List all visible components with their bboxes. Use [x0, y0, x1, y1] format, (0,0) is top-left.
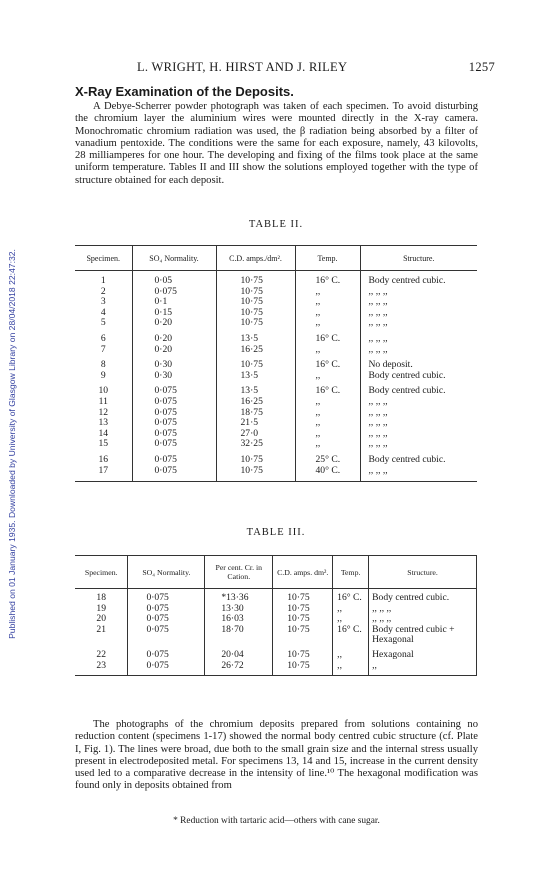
table-row	[75, 429, 477, 440]
table-cell-cd: 21·5	[216, 418, 295, 429]
table-cell-spec	[75, 635, 128, 646]
table-cell-cd: 10·75	[216, 276, 295, 287]
table-cell-struct: ,, ,, ,,	[368, 406, 388, 418]
spacer-cell	[128, 671, 205, 676]
table-cell-struct: Body centred cubic.	[368, 453, 446, 465]
table-cell-norm: 0·075	[132, 408, 216, 419]
table-cell-norm: 0·20	[132, 334, 216, 345]
table-cell-spec: 11	[75, 397, 132, 408]
table-cell-cd	[273, 635, 333, 646]
table-cell-temp: ,,	[295, 371, 360, 382]
table-cell-cd: 10·75	[273, 604, 333, 615]
table-cell-struct: Body centred cubic.	[369, 593, 477, 604]
table-cell-spec: 3	[75, 297, 132, 308]
table-cell-cd: 10·75	[216, 455, 295, 466]
table-row	[75, 455, 477, 466]
table-cell-temp: ,,	[333, 614, 369, 625]
table-cell-temp: 40° C.	[295, 466, 360, 477]
table-row	[75, 650, 477, 661]
table-cell-norm: 0·075	[128, 650, 205, 661]
spacer-cell	[360, 476, 477, 482]
table-cell-spec: 10	[75, 386, 132, 397]
table-cell-temp: ,,	[295, 408, 360, 419]
table-cell-struct: No deposit.	[368, 359, 413, 371]
table3-body	[75, 589, 477, 676]
table-cell-cd: 10·75	[273, 625, 333, 636]
table-cell-norm: 0·20	[132, 318, 216, 329]
spacer-cell	[75, 671, 128, 676]
table-row	[75, 661, 477, 672]
table-row	[75, 418, 477, 429]
table-cell-temp: ,,	[295, 297, 360, 308]
table2-header: C.D. amps./dm².	[216, 246, 295, 271]
paragraph-intro-text: A Debye-Scherrer powder photograph was taken of each specimen. To avoid disturbing the chromium layer the aluminium wires were mounted directly in the X-ray camera. Monochromatic chromium radiation was used, the β radiation being absorbed by a filter of vanadium pentoxide. The conditions were the same for each exposure, namely, 43 kilovolts, 28 milliamperes for one hour. The developing and fixing of the films took place at the same uniform temperature. Tables II and III show the solutions employed together with the type of structure obtained for each deposit.	[75, 101, 478, 186]
paragraph-discussion-text: The photographs of the chromium deposits prepared from solutions containing no reduction content (specimens 1-17) showed the normal body centred cubic structure (cf. Plate I, Fig. 1). The lines were broad, due both to the small grain size and the internal stress usually present in electrodeposited metal. For specimens 13, 14 and 15, increase in the current density used led to a comparative decrease in the intensity of line.¹⁰ The hexagonal modification was found only in deposits obtained from	[75, 719, 478, 792]
table-cell-norm: 0·1	[132, 297, 216, 308]
table3-header: Structure.	[369, 556, 477, 589]
table-cell-norm: 0·075	[132, 466, 216, 477]
table-row	[75, 635, 477, 646]
table-cell-spec: 13	[75, 418, 132, 429]
table-cell-cd: 10·75	[216, 287, 295, 298]
table-cell-struct: ,, ,, ,,	[368, 438, 388, 450]
table-cell-temp	[333, 635, 369, 646]
table-cell-struct: ,, ,, ,,	[368, 395, 388, 407]
paragraph-intro	[75, 101, 478, 187]
table2-header: Specimen.	[75, 246, 132, 271]
table-cell-cd: 32·25	[216, 439, 295, 450]
table2-header: Structure.	[360, 246, 477, 271]
table-cell-struct: ,, ,, ,,	[368, 464, 388, 476]
spacer-cell	[273, 671, 333, 676]
table-cell-cd: 10·75	[273, 593, 333, 604]
table-row	[75, 308, 477, 319]
table-cell-norm: 0·075	[132, 455, 216, 466]
table-cell-spec: 20	[75, 614, 128, 625]
table3-header: Specimen.	[75, 556, 128, 589]
table-cell-spec: 7	[75, 345, 132, 356]
table-cell-cd: 10·75	[216, 360, 295, 371]
table-row	[75, 625, 477, 636]
table-cell-struct: Hexagonal	[369, 635, 477, 646]
table-cell-struct: ,,	[369, 661, 477, 672]
table-cell-norm: 0·30	[132, 360, 216, 371]
table-cell-temp: 16° C.	[295, 276, 360, 287]
table-cell-norm: 0·30	[132, 371, 216, 382]
spacer-cell	[369, 671, 477, 676]
table-cell-temp: ,,	[333, 650, 369, 661]
table-cell-norm: 0·075	[132, 386, 216, 397]
table-cell-norm: 0·075	[132, 418, 216, 429]
table-cell-temp: ,,	[295, 345, 360, 356]
table-cell-temp: ,,	[333, 661, 369, 672]
table-cell-cd: 10·75	[273, 650, 333, 661]
table-cell-struct: ,, ,, ,,	[369, 604, 477, 615]
table3-header: SO₄ Normality.	[128, 556, 205, 589]
table-cell-temp: ,,	[295, 318, 360, 329]
table-cell-cd: 13·5	[216, 334, 295, 345]
table-row	[75, 318, 477, 329]
table-row	[75, 334, 477, 345]
spacer-cell	[333, 671, 369, 676]
table3-header: C.D. amps. dm².	[273, 556, 333, 589]
table-cell-temp: ,,	[295, 439, 360, 450]
table-cell-pct: 13·30	[205, 604, 273, 615]
table-cell-spec: 14	[75, 429, 132, 440]
table-cell-cd: 10·75	[216, 318, 295, 329]
table-cell-norm	[128, 635, 205, 646]
table-cell-spec: 12	[75, 408, 132, 419]
table-cell-cd: 16·25	[216, 345, 295, 356]
table-cell-temp: ,,	[295, 418, 360, 429]
table-cell-struct: ,, ,, ,,	[368, 417, 388, 429]
table-cell-cd: 27·0	[216, 429, 295, 440]
table-row	[75, 287, 477, 298]
table-cell-pct: 18·70	[205, 625, 273, 636]
table-cell-spec: 1	[75, 276, 132, 287]
table3-header: Temp.	[333, 556, 369, 589]
spacer-cell	[295, 476, 360, 482]
table-cell-norm: 0·075	[132, 397, 216, 408]
table-cell-struct: Body centred cubic.	[368, 275, 446, 286]
table-cell-temp: ,,	[295, 308, 360, 319]
page-number: 1257	[468, 60, 495, 74]
table-cell-temp: 16° C.	[333, 593, 369, 604]
table-cell-spec: 17	[75, 466, 132, 477]
table-cell-temp: 25° C.	[295, 455, 360, 466]
table-cell-spec: 18	[75, 593, 128, 604]
table-cell-spec: 8	[75, 360, 132, 371]
table-cell-spec: 22	[75, 650, 128, 661]
table-cell-norm: 0·075	[132, 287, 216, 298]
table3-header: Per cent. Cr. in Cation.	[205, 556, 273, 589]
table-cell-struct: Body centred cubic +	[369, 625, 477, 636]
table2-header-row	[75, 246, 477, 271]
table-cell-norm: 0·075	[128, 604, 205, 615]
table-cell-cd: 18·75	[216, 408, 295, 419]
table-cell-temp: ,,	[333, 604, 369, 615]
header-authors: L. WRIGHT, H. HIRST AND J. RILEY	[137, 60, 348, 74]
table-cell-spec: 16	[75, 455, 132, 466]
download-notice	[0, 0, 24, 888]
table-cell-struct: ,, ,, ,,	[368, 285, 388, 297]
table-cell-struct: ,, ,, ,,	[368, 306, 388, 318]
table-cell-temp: 16° C.	[295, 360, 360, 371]
table-cell-spec: 19	[75, 604, 128, 615]
table-cell-norm: 0·075	[128, 593, 205, 604]
table-cell-norm: 0·075	[128, 661, 205, 672]
spacer-cell	[216, 476, 295, 482]
table-cell-spec: 9	[75, 371, 132, 382]
paragraph-discussion	[75, 719, 478, 793]
table2-header: Temp.	[295, 246, 360, 271]
table-cell-norm: 0·05	[132, 276, 216, 287]
table-row	[75, 276, 477, 287]
table-cell-spec: 5	[75, 318, 132, 329]
table-spacer	[75, 476, 477, 482]
table2-header: SO₄ Normality.	[132, 246, 216, 271]
table-cell-norm: 0·075	[128, 614, 205, 625]
table2-caption: TABLE II.	[248, 219, 304, 230]
table-row	[75, 297, 477, 308]
footnote: * Reduction with tartaric acid—others with cane sugar.	[173, 816, 380, 826]
table-cell-struct: ,, ,, ,,	[369, 614, 477, 625]
table-cell-temp: 16° C.	[295, 386, 360, 397]
table-row	[75, 466, 477, 477]
table-cell-cd: 10·75	[273, 614, 333, 625]
spacer-cell	[75, 476, 132, 482]
table-cell-spec: 6	[75, 334, 132, 345]
table-cell-norm: 0·15	[132, 308, 216, 319]
table-cell-cd: 10·75	[216, 308, 295, 319]
table-cell-struct: Hexagonal	[369, 650, 477, 661]
table-row	[75, 439, 477, 450]
table-cell-cd: 13·5	[216, 386, 295, 397]
table-cell-struct: ,, ,, ,,	[368, 296, 388, 308]
table-cell-spec: 4	[75, 308, 132, 319]
table-cell-norm: 0·075	[128, 625, 205, 636]
table-row	[75, 345, 477, 356]
table-cell-pct	[205, 635, 273, 646]
table-cell-pct: 16·03	[205, 614, 273, 625]
table-cell-struct: ,, ,, ,,	[368, 427, 388, 439]
table-cell-struct: Body centred cubic.	[368, 369, 446, 381]
download-notice-text: Published on 01 January 1935. Downloaded by University of Glasgow Library on 28/04/2018 22:47:32.	[7, 249, 17, 639]
spacer-cell	[132, 476, 216, 482]
table-cell-norm: 0·075	[132, 439, 216, 450]
table-cell-spec: 2	[75, 287, 132, 298]
table-cell-temp: ,,	[295, 429, 360, 440]
table-cell-pct: 26·72	[205, 661, 273, 672]
table3-header-row	[75, 556, 477, 589]
table-row	[75, 593, 477, 604]
table-cell-cd: 10·75	[216, 466, 295, 477]
section-title: X-Ray Examination of the Deposits.	[75, 84, 294, 99]
table-cell-temp: 16° C.	[295, 334, 360, 345]
table-cell-temp: ,,	[295, 397, 360, 408]
table-cell-norm: 0·075	[132, 429, 216, 440]
table3	[75, 555, 477, 676]
table-row	[75, 397, 477, 408]
table-row	[75, 386, 477, 397]
table-cell-cd: 10·75	[216, 297, 295, 308]
table-spacer	[75, 671, 477, 676]
spacer-cell	[205, 671, 273, 676]
table-cell-temp: ,,	[295, 287, 360, 298]
table-cell-cd: 16·25	[216, 397, 295, 408]
table-cell-spec: 23	[75, 661, 128, 672]
table-cell-cd: 10·75	[273, 661, 333, 672]
table-cell-struct: ,, ,, ,,	[368, 317, 388, 329]
table-row	[75, 408, 477, 419]
table-cell-struct: ,, ,, ,,	[368, 332, 388, 344]
table-cell-temp: 16° C.	[333, 625, 369, 636]
table-cell-cd: 13·5	[216, 371, 295, 382]
table-cell-struct: ,, ,, ,,	[368, 343, 388, 355]
table2-body	[75, 271, 477, 482]
table-cell-pct: *13·36	[205, 593, 273, 604]
table-cell-spec: 15	[75, 439, 132, 450]
table-cell-struct: Body centred cubic.	[368, 385, 446, 397]
table-cell-pct: 20·04	[205, 650, 273, 661]
table-cell-spec: 21	[75, 625, 128, 636]
table-row	[75, 604, 477, 615]
table-cell-norm: 0·20	[132, 345, 216, 356]
table-row	[75, 371, 477, 382]
table3-caption: TABLE III.	[246, 527, 306, 538]
table2	[75, 245, 477, 482]
